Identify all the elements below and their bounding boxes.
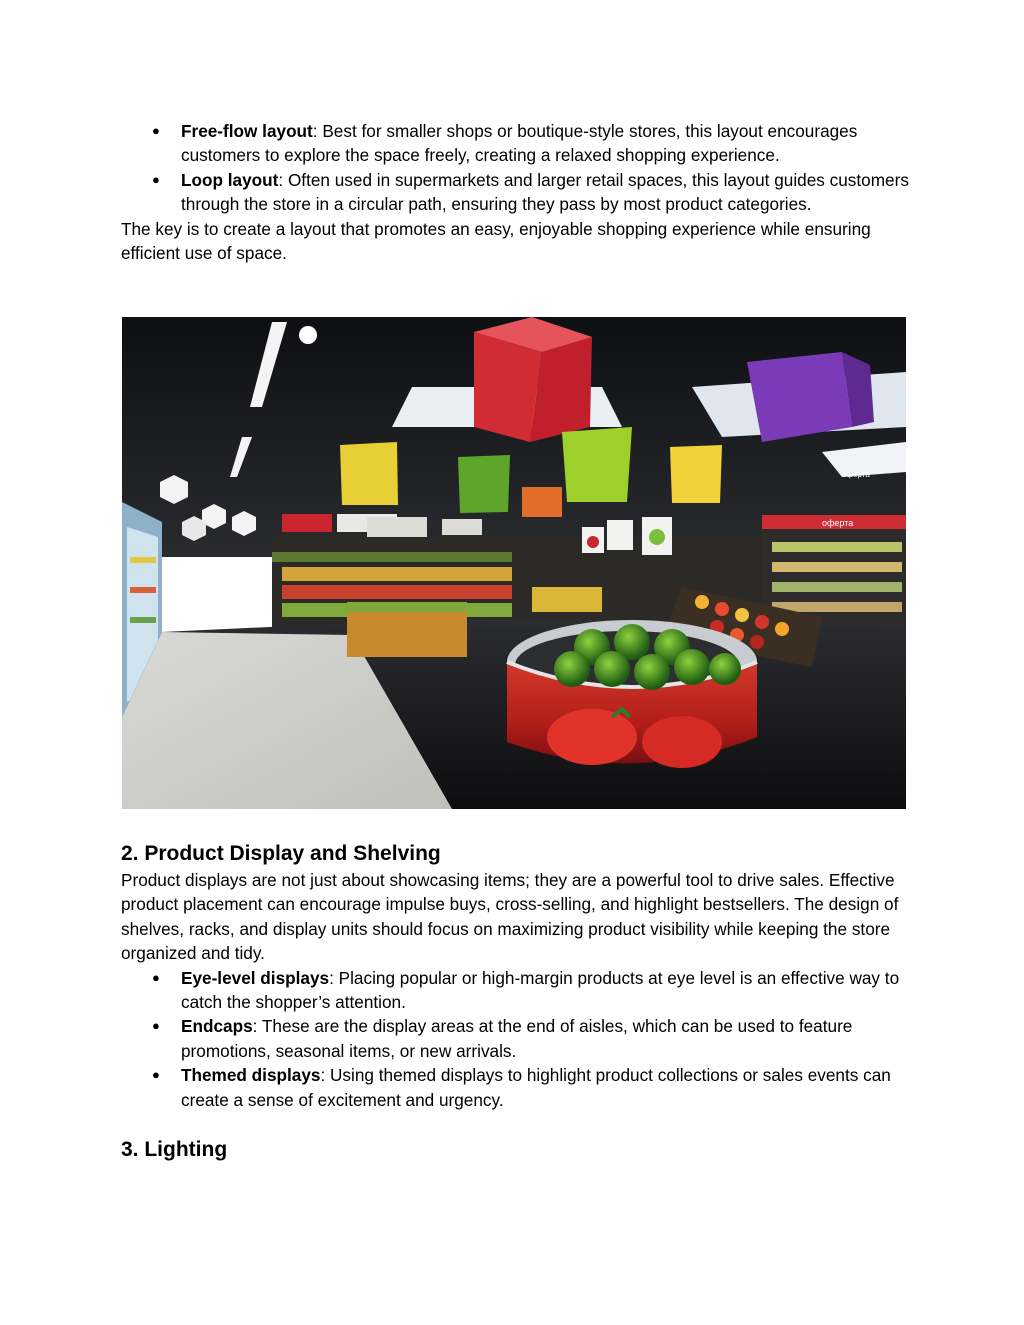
list-item [121, 1063, 911, 1112]
intro-paragraph: The key is to create a layout that promotes an easy, enjoyable shopping experience while ensuring efficient use of space. [121, 218, 871, 264]
list-item [121, 966, 911, 1015]
bullet-text: : Often used in supermarkets and larger retail spaces, this layout guides customers through the store in a circular path, ensuring they pass by most product categories. [181, 169, 909, 215]
intro-bullet-list [121, 119, 911, 265]
section2-paragraph: Product displays are not just about showcasing items; they are a powerful tool to drive sales. Effective product placement can encourage impulse buys, cross-selling, and highlight bestsellers. The design of shelves, racks, and display units should focus on maximizing product visibility while keeping the store organized and tidy. [121, 870, 899, 964]
bullet-text: : Placing popular or high-margin products at eye level is an effective way to catch the shopper’s attention. [181, 967, 900, 1013]
bullet-term: Eye-level displays [181, 967, 330, 988]
bullet-text: : Best for smaller shops or boutique-style stores, this layout encourages customers to explore the space freely, creating a relaxed shopping experience. [181, 121, 858, 166]
store-sign: оферта [842, 470, 870, 479]
bullet-icon: ● [152, 171, 160, 187]
section-heading: 3. Lighting [121, 1138, 228, 1161]
supermarket-illustration [122, 317, 906, 809]
bullet-term: Endcaps [181, 1016, 253, 1037]
list-item [121, 168, 911, 217]
supermarket-photo [122, 317, 906, 809]
list-item [121, 1014, 911, 1063]
bullet-icon: ● [152, 1067, 160, 1083]
bullet-icon: ● [152, 1018, 160, 1034]
bullet-icon: ● [152, 969, 160, 985]
bullet-text: : Using themed displays to highlight product collections or sales events can create a sense of excitement and urgency. [181, 1065, 891, 1110]
store-sign: оферта [822, 518, 854, 528]
bullet-term: Free-flow layout [181, 121, 313, 141]
bullet-text: : These are the display areas at the end of aisles, which can be used to feature promotions, seasonal items, or new arrivals. [181, 1016, 853, 1061]
section-heading: 2. Product Display and Shelving [121, 842, 441, 865]
bullet-term: Themed displays [181, 1065, 321, 1086]
list-item [121, 119, 911, 168]
bullet-term: Loop layout [181, 169, 279, 190]
section2-body [121, 868, 911, 1112]
bullet-icon: ● [152, 123, 160, 138]
